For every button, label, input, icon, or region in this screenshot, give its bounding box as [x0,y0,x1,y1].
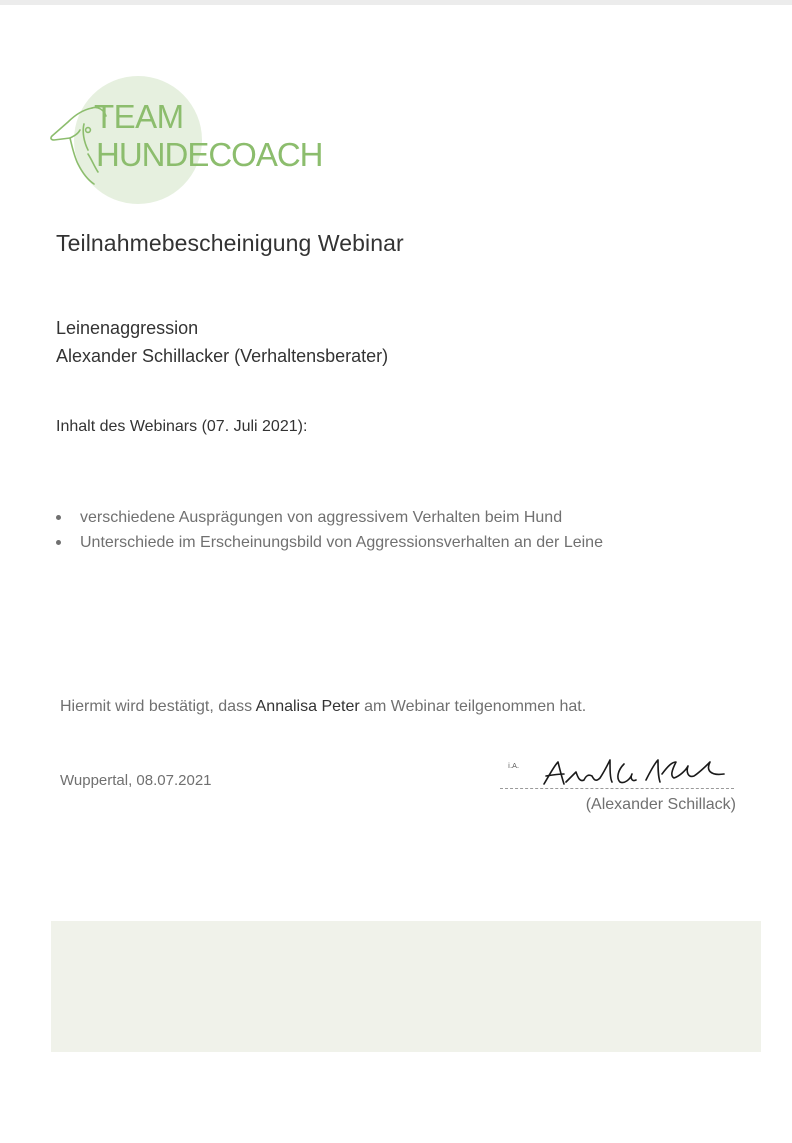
confirmation-text [60,698,586,716]
content-list [56,505,603,555]
logo-text-hundecoach: HUNDECOACH [96,136,323,173]
top-border [0,0,792,5]
team-hundecoach-logo [48,74,338,210]
content-heading: Inhalt des Webinars (07. Juli 2021): [56,418,308,435]
handwritten-signature [500,752,736,792]
footer-box [51,921,761,1052]
signer-name: (Alexander Schillack) [585,796,736,813]
confirmation-before: Hiermit wird bestätigt, dass [60,698,256,715]
signature-line [500,788,734,789]
participant-name: Annalisa Peter [255,698,360,715]
list-item: Unterschiede im Erscheinungsbild von Aggressionsverhalten an der Leine [56,530,603,555]
signature-prefix: i.A. [508,762,520,770]
place-date: Wuppertal, 08.07.2021 [60,772,212,789]
certificate-title: Teilnahmebescheinigung Webinar [56,230,404,256]
webinar-speaker: Alexander Schillacker (Verhaltensberater) [56,346,389,366]
webinar-topic: Leinenaggression [56,318,199,338]
webinar-subject [56,314,388,370]
logo-text-team: TEAM [94,98,184,135]
list-item: verschiedene Ausprägungen von aggressivem Verhalten beim Hund [56,505,603,530]
confirmation-after: am Webinar teilgenommen hat. [359,698,587,715]
